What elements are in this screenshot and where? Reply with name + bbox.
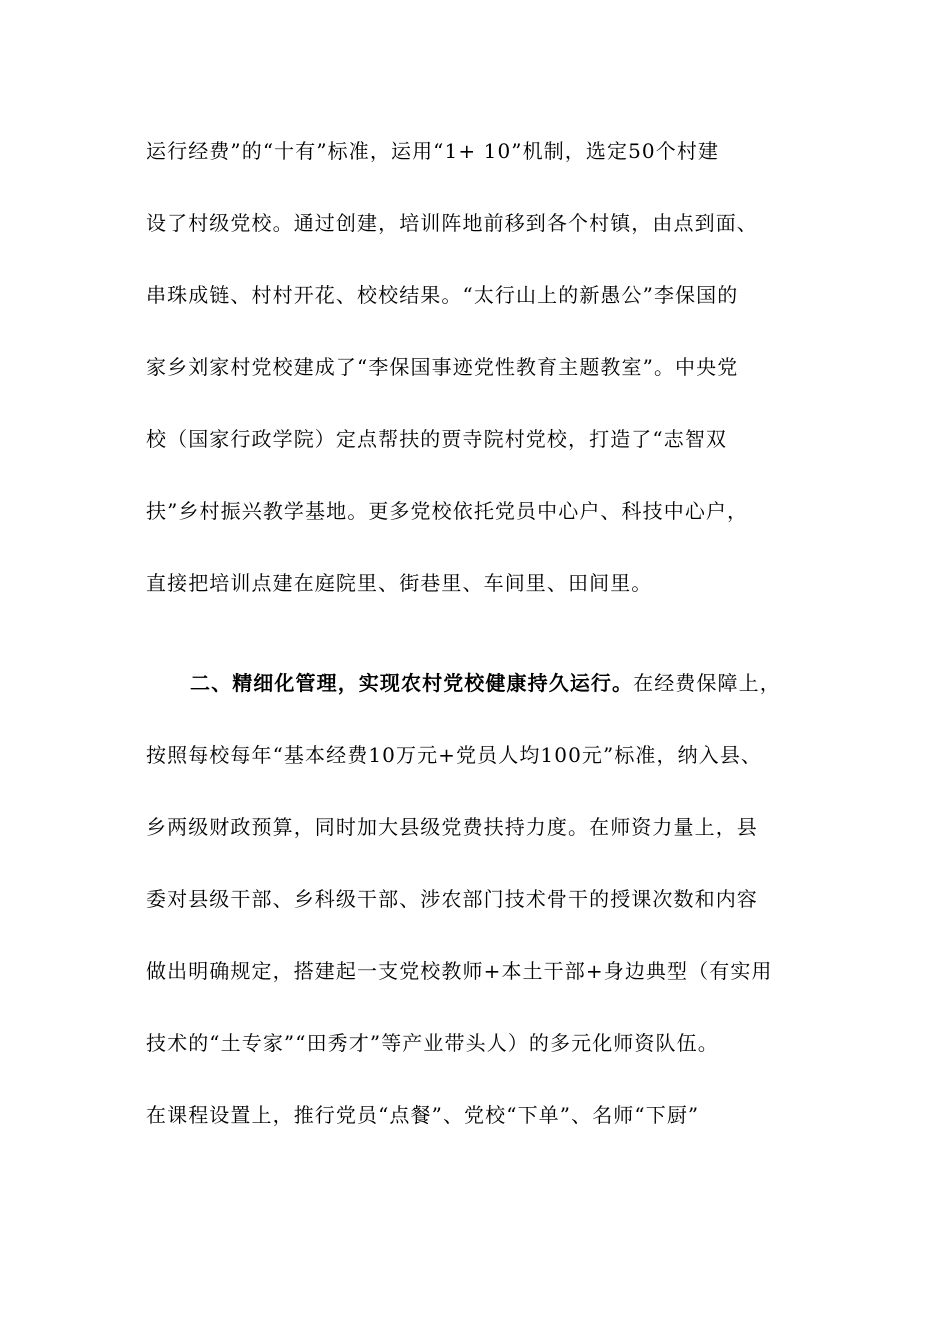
section-heading-continuation: 在经费保障上，: [633, 671, 781, 695]
paragraph-line: 家乡刘家村党校建成了“李保国事迹党性教育主题教室”。中央党: [146, 355, 739, 379]
paragraph-line: 委对县级干部、乡科级干部、涉农部门技术骨干的授课次数和内容: [146, 887, 758, 911]
paragraph-line: 扶”乡村振兴教学基地。更多党校依托党员中心户、科技中心户，: [146, 499, 749, 523]
paragraph-line: 设了村级党校。通过创建，培训阵地前移到各个村镇，由点到面、: [146, 211, 758, 235]
paragraph-line: 运行经费”的“十有”标准，运用“1+ 10”机制，选定50个村建: [146, 139, 720, 163]
paragraph-line: 校（国家行政学院）定点帮扶的贾寺院村党校，打造了“志智双: [146, 427, 728, 451]
paragraph-line: 直接把培训点建在庭院里、街巷里、车间里、田间里。: [146, 571, 653, 595]
paragraph-line: 按照每校每年“基本经费10万元+党员人均100元”标准，纳入县、: [146, 743, 763, 767]
paragraph-line: 做出明确规定，搭建起一支党校教师+本土干部+身边典型（有实用: [146, 959, 773, 983]
paragraph-line: 串珠成链、村村开花、校校结果。“太行山上的新愚公”李保国的: [146, 283, 739, 307]
section-heading-line: [190, 669, 850, 697]
paragraph-line: 技术的“土专家”“田秀才”等产业带头人）的多元化师资队伍。: [146, 1031, 719, 1055]
section-heading: 二、精细化管理，实现农村党校健康持久运行。: [190, 671, 634, 695]
paragraph-line: 在课程设置上，推行党员“点餐”、党校“下单”、名师“下厨”: [146, 1103, 700, 1127]
paragraph-line: 乡两级财政预算，同时加大县级党费扶持力度。在师资力量上，县: [146, 815, 758, 839]
